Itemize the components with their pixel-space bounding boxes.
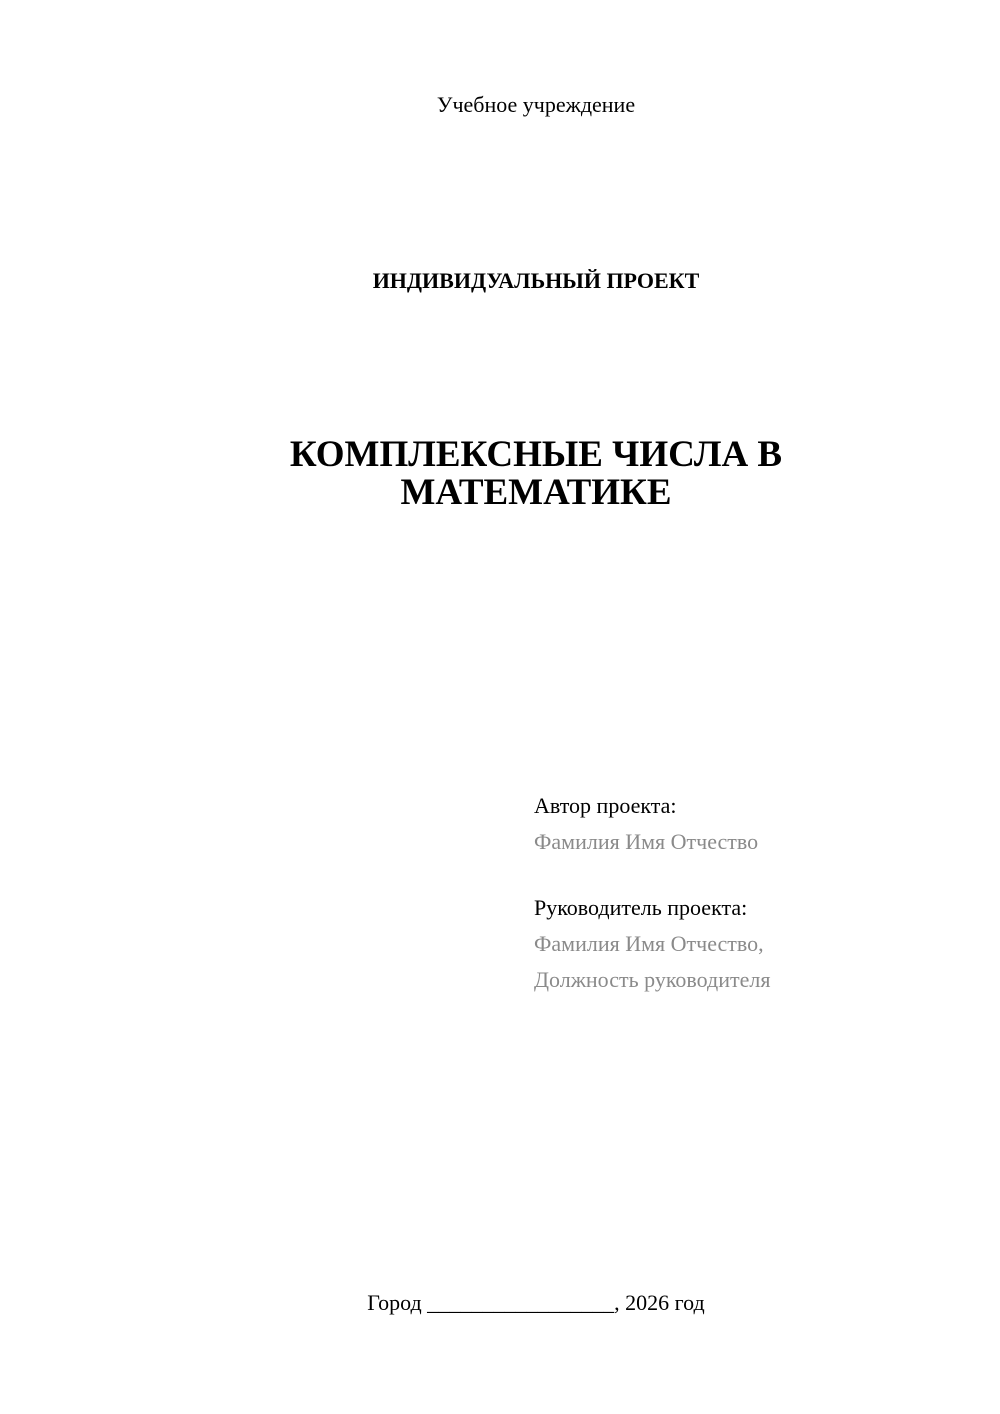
project-title-line-2: МАТЕМАТИКЕ: [400, 472, 672, 513]
author-name: Фамилия Имя Отчество: [534, 829, 759, 854]
author-label: Автор проекта:: [534, 793, 677, 818]
institution-name: Учебное учреждение: [436, 92, 636, 117]
credits-spacer: [534, 860, 974, 890]
project-title-line-1: КОМПЛЕКСНЫЕ ЧИСЛА В: [289, 434, 783, 475]
supervisor-label: Руководитель проекта:: [534, 895, 748, 920]
project-title: [0, 436, 1000, 512]
supervisor-name: Фамилия Имя Отчество,: [534, 931, 764, 956]
project-credits: [534, 788, 974, 998]
city-year-line: Город _________________, 2026 год: [367, 1290, 705, 1315]
document-type: ИНДИВИДУАЛЬНЫЙ ПРОЕКТ: [372, 268, 700, 293]
supervisor-position: Должность руководителя: [534, 967, 771, 992]
